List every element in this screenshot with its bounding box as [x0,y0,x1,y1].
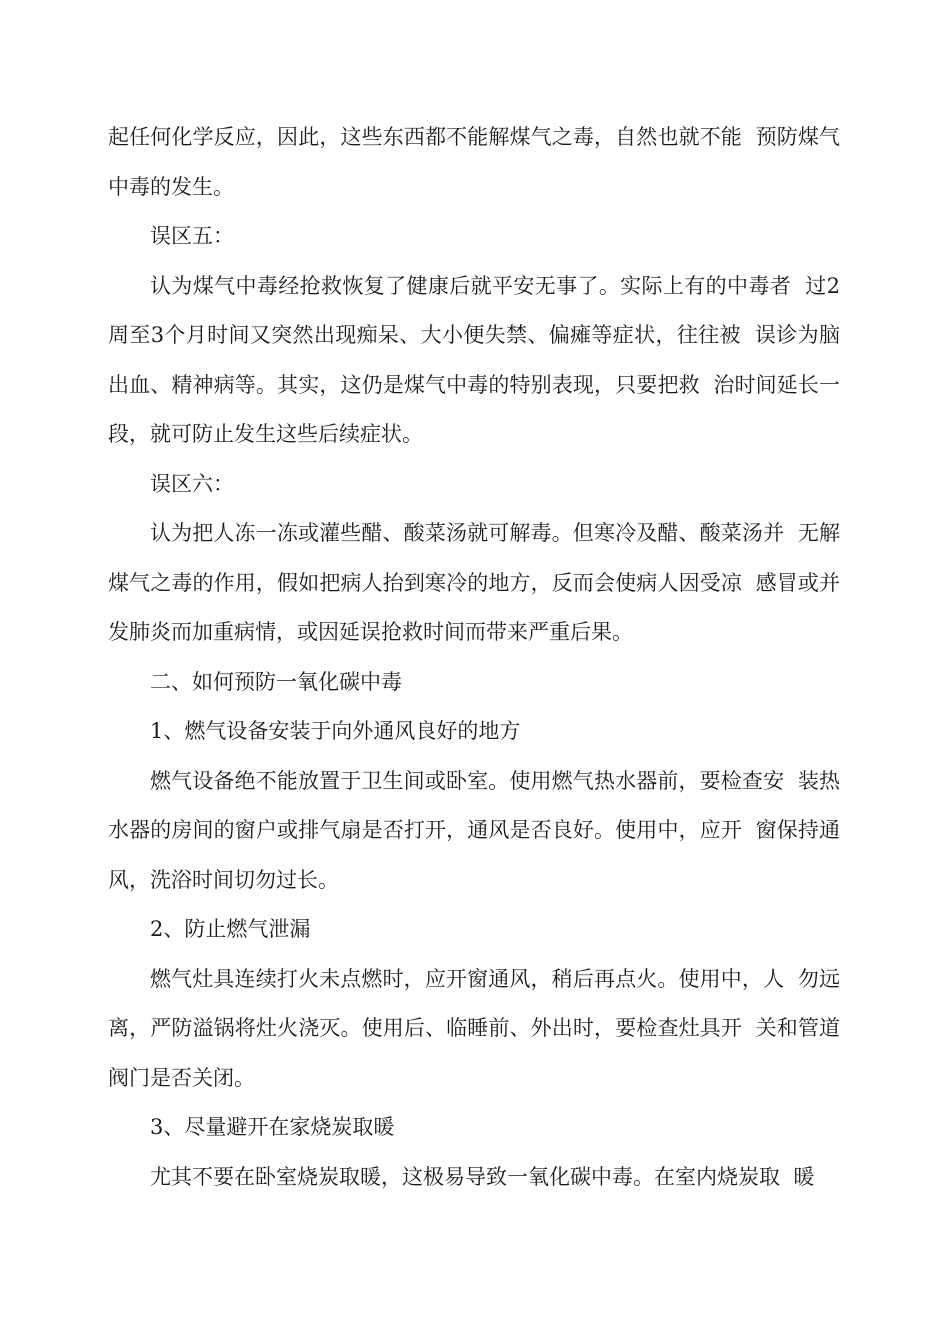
paragraph-3: 尤其不要在卧室烧炭取暖，这极易导致一氧化碳中毒。在室内烧炭取 暖 [150,1164,815,1189]
paragraph-misconception-6: 认为把人冻一冻或灌些醋、酸菜汤就可解毒。但寒冷及醋、酸菜汤并 无解煤气之毒的作用，假如把病人抬到寒冷的地方，反而会使病人因受凉 感冒或并发肺炎而加重病情，或因延误抢救时间而带来严重后果。 [108,521,840,644]
subheading-3: 3、尽量避开在家烧炭取暖 [150,1115,395,1139]
subheading-2: 2、防止燃气泄漏 [150,917,311,941]
paragraph-1: 燃气设备绝不能放置于卫生间或卧室。使用燃气热水器前，要检查安 装热水器的房间的窗户或排气扇是否打开，通风是否良好。使用中，应开 窗保持通风，洗浴时间切勿过长。 [108,768,840,892]
document-body [108,113,840,1202]
section-heading-prevention: 二、如何预防一氧化碳中毒 [150,669,402,694]
subheading-1: 1、燃气设备安装于向外通风良好的地方 [150,719,521,743]
heading-misconception-6: 误区六： [150,471,234,496]
paragraph-2: 燃气灶具连续打火未点燃时，应开窗通风，稍后再点火。使用中，人 勿远离，严防溢锅将灶火浇灭。使用后、临睡前、外出时，要检查灶具开 关和管道阀门是否关闭。 [108,966,840,1090]
paragraph-misconception-5: 认为煤气中毒经抢救恢复了健康后就平安无事了。实际上有的中毒者 过2周至3个月时间又突然出现痴呆、大小便失禁、偏瘫等症状，往往被 误诊为脑出血、精神病等。其实，这仍是煤气中毒的特别表现，只要把救 治时间延长一段，就可防止发生这些后续症状。 [108,273,840,446]
paragraph-continuation: 起任何化学反应，因此，这些东西都不能解煤气之毒，自然也就不能 预防煤气中毒的发生。 [108,125,840,199]
heading-misconception-5: 误区五： [150,224,234,248]
